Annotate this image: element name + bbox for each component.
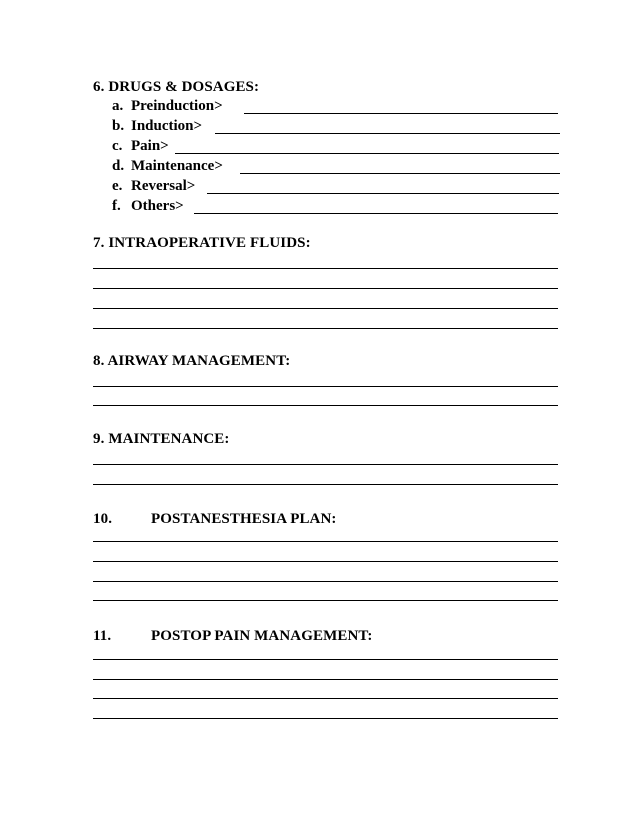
item-letter: e. [112,178,123,194]
postanesthesia-line-3[interactable] [93,581,558,582]
others-blank[interactable] [194,213,558,214]
fluids-line-3[interactable] [93,308,558,309]
section-10-heading [93,510,337,528]
section-11-heading [93,627,372,645]
section-10-title: POSTANESTHESIA PLAN: [151,511,337,527]
section-9-heading [93,430,230,448]
drug-item-pain [112,137,169,155]
fluids-line-2[interactable] [93,288,558,289]
drug-item-maintenance [112,157,223,175]
section-11-number: 11. [93,628,112,644]
item-label: Reversal> [131,178,196,194]
drug-item-others [112,197,184,215]
item-label: Maintenance> [131,158,223,174]
pain-management-line-4[interactable] [93,718,558,719]
section-8-title: AIRWAY MANAGEMENT: [107,353,291,369]
pain-management-line-3[interactable] [93,698,558,699]
item-letter: f. [112,198,121,214]
section-7-title: INTRAOPERATIVE FLUIDS: [108,235,311,251]
drug-item-reversal [112,177,195,195]
maintenance-line-1[interactable] [93,464,558,465]
postanesthesia-line-1[interactable] [93,541,558,542]
section-8-number: 8. [93,353,105,369]
item-letter: c. [112,138,123,154]
pain-blank[interactable] [175,153,559,154]
section-9-title: MAINTENANCE: [108,431,230,447]
section-10-number: 10. [93,511,113,527]
item-letter: d. [112,158,125,174]
fluids-line-4[interactable] [93,328,558,329]
postanesthesia-line-2[interactable] [93,561,558,562]
drug-item-induction [112,117,202,135]
item-label: Pain> [131,138,169,154]
section-6-heading [93,78,259,96]
item-label: Preinduction> [131,98,223,114]
section-8-heading [93,352,290,370]
section-7-heading [93,234,311,252]
item-label: Induction> [131,118,203,134]
airway-line-2[interactable] [93,405,558,406]
section-7-number: 7. [93,235,105,251]
section-9-number: 9. [93,431,105,447]
fluids-line-1[interactable] [93,268,558,269]
section-6-number: 6. [93,79,105,95]
section-6-title: DRUGS & DOSAGES: [108,79,260,95]
airway-line-1[interactable] [93,386,558,387]
maintenance-line-2[interactable] [93,484,558,485]
reversal-blank[interactable] [207,193,559,194]
drug-item-preinduction [112,97,223,115]
preinduction-blank[interactable] [244,113,558,114]
maintenance-blank[interactable] [240,173,560,174]
item-letter: a. [112,98,124,114]
pain-management-line-1[interactable] [93,659,558,660]
section-11-title: POSTOP PAIN MANAGEMENT: [151,628,373,644]
induction-blank[interactable] [215,133,560,134]
pain-management-line-2[interactable] [93,679,558,680]
item-label: Others> [131,198,184,214]
item-letter: b. [112,118,125,134]
postanesthesia-line-4[interactable] [93,600,558,601]
